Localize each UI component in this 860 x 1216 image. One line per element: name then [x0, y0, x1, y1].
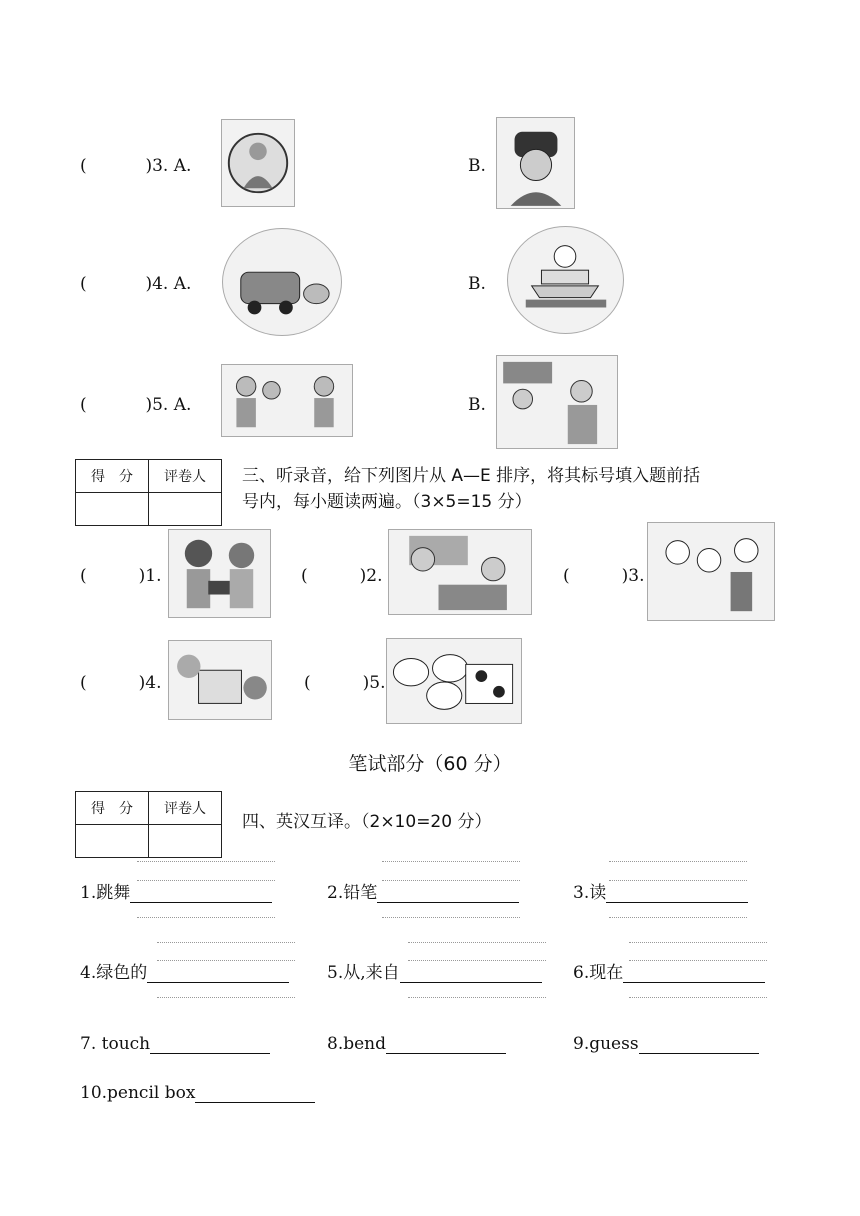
translation-prompt-4: 4.绿色的 — [80, 963, 148, 983]
answer-blank-2[interactable] — [377, 884, 519, 903]
ordering-picture-3 — [647, 522, 775, 621]
question-5-option-b-image — [496, 355, 618, 449]
answer-blank-6[interactable] — [623, 964, 765, 983]
ordering-label-1: )1. — [138, 566, 162, 586]
section-3-line-1: 三、听录音，给下列图片从 A—E 排序，将其标号填入题前括 — [242, 466, 701, 486]
section-3-line-2: 号内，每小题读两遍。（3×5=15 分） — [242, 492, 532, 512]
open-paren: ( — [301, 566, 308, 586]
ordering-label-3: )3. — [621, 566, 645, 586]
question-3-bracket[interactable] — [80, 156, 191, 176]
translation-item-10 — [80, 1083, 315, 1103]
translation-prompt-6: 6.现在 — [573, 963, 624, 983]
grader-cell[interactable] — [149, 825, 222, 858]
open-paren: ( — [80, 566, 87, 586]
open-paren: ( — [80, 395, 87, 415]
writing-guide — [137, 917, 275, 918]
question-5-label: )5. A. — [145, 395, 192, 415]
writing-guide — [609, 880, 747, 881]
translation-item-2 — [327, 883, 519, 903]
translation-prompt-8: 8.bend — [327, 1034, 386, 1054]
translation-prompt-10: 10.pencil box — [80, 1083, 196, 1103]
answer-blank-7[interactable] — [150, 1035, 270, 1054]
answer-blank-3[interactable] — [606, 884, 748, 903]
writing-guide — [382, 861, 520, 862]
translation-prompt-5: 5.从,来自 — [327, 963, 400, 983]
ordering-item-4[interactable] — [80, 673, 162, 693]
translation-prompt-3: 3.读 — [573, 883, 607, 903]
translation-item-9 — [573, 1034, 759, 1054]
ordering-picture-4 — [168, 640, 272, 720]
question-5-option-b-label: B. — [468, 395, 486, 415]
writing-guide — [408, 942, 546, 943]
section-4-heading: 四、英汉互译。（2×10=20 分） — [242, 812, 492, 832]
question-3-option-b-label: B. — [468, 156, 486, 176]
ordering-picture-2 — [388, 529, 532, 615]
written-part-title: 笔试部分（60 分） — [348, 753, 512, 775]
answer-blank-4[interactable] — [147, 964, 289, 983]
open-paren: ( — [80, 673, 87, 693]
answer-blank-1[interactable] — [130, 884, 272, 903]
grader-header: 评卷人 — [149, 792, 222, 825]
translation-item-3 — [573, 883, 748, 903]
question-5-option-a-image — [221, 364, 353, 437]
score-box-section-4 — [75, 791, 222, 858]
question-5-bracket[interactable] — [80, 395, 191, 415]
question-4-option-b-label: B. — [468, 274, 486, 294]
question-3-option-b-image — [496, 117, 575, 209]
writing-guide — [609, 861, 747, 862]
writing-guide — [408, 960, 546, 961]
translation-item-4 — [80, 963, 289, 983]
writing-guide — [629, 997, 767, 998]
question-3-label: )3. A. — [145, 156, 192, 176]
question-3-option-a-image — [221, 119, 295, 207]
grader-header: 评卷人 — [149, 460, 222, 493]
score-cell[interactable] — [76, 493, 149, 526]
score-cell[interactable] — [76, 825, 149, 858]
writing-guide — [382, 880, 520, 881]
question-4-option-b-image — [507, 226, 624, 334]
ordering-picture-1 — [168, 529, 271, 618]
ordering-picture-5 — [386, 638, 522, 724]
answer-blank-5[interactable] — [400, 964, 542, 983]
translation-item-8 — [327, 1034, 506, 1054]
writing-guide — [137, 880, 275, 881]
translation-item-7 — [80, 1034, 270, 1054]
open-paren: ( — [80, 156, 87, 176]
translation-prompt-9: 9.guess — [573, 1034, 639, 1054]
translation-prompt-2: 2.铅笔 — [327, 883, 378, 903]
writing-guide — [629, 942, 767, 943]
score-header: 得 分 — [76, 792, 149, 825]
grader-cell[interactable] — [149, 493, 222, 526]
translation-item-1 — [80, 883, 272, 903]
section-3-heading — [242, 463, 700, 515]
answer-blank-8[interactable] — [386, 1035, 506, 1054]
writing-guide — [408, 997, 546, 998]
ordering-label-4: )4. — [138, 673, 162, 693]
open-paren: ( — [304, 673, 311, 693]
writing-guide — [382, 917, 520, 918]
translation-item-5 — [327, 963, 542, 983]
writing-guide — [157, 942, 295, 943]
translation-item-6 — [573, 963, 765, 983]
ordering-label-2: )2. — [359, 566, 383, 586]
question-4-bracket[interactable] — [80, 274, 191, 294]
ordering-item-2[interactable] — [301, 566, 383, 586]
ordering-item-1[interactable] — [80, 566, 162, 586]
writing-guide — [157, 997, 295, 998]
writing-guide — [629, 960, 767, 961]
score-header: 得 分 — [76, 460, 149, 493]
ordering-item-5[interactable] — [304, 673, 386, 693]
writing-guide — [609, 917, 747, 918]
open-paren: ( — [80, 274, 87, 294]
open-paren: ( — [563, 566, 570, 586]
ordering-label-5: )5. — [362, 673, 386, 693]
question-4-option-a-image — [222, 228, 342, 336]
ordering-item-3[interactable] — [563, 566, 645, 586]
score-box-section-3 — [75, 459, 222, 526]
translation-prompt-1: 1.跳舞 — [80, 883, 131, 903]
answer-blank-9[interactable] — [639, 1035, 759, 1054]
question-4-label: )4. A. — [145, 274, 192, 294]
writing-guide — [137, 861, 275, 862]
translation-prompt-7: 7. touch — [80, 1034, 151, 1054]
answer-blank-10[interactable] — [195, 1084, 315, 1103]
writing-guide — [157, 960, 295, 961]
